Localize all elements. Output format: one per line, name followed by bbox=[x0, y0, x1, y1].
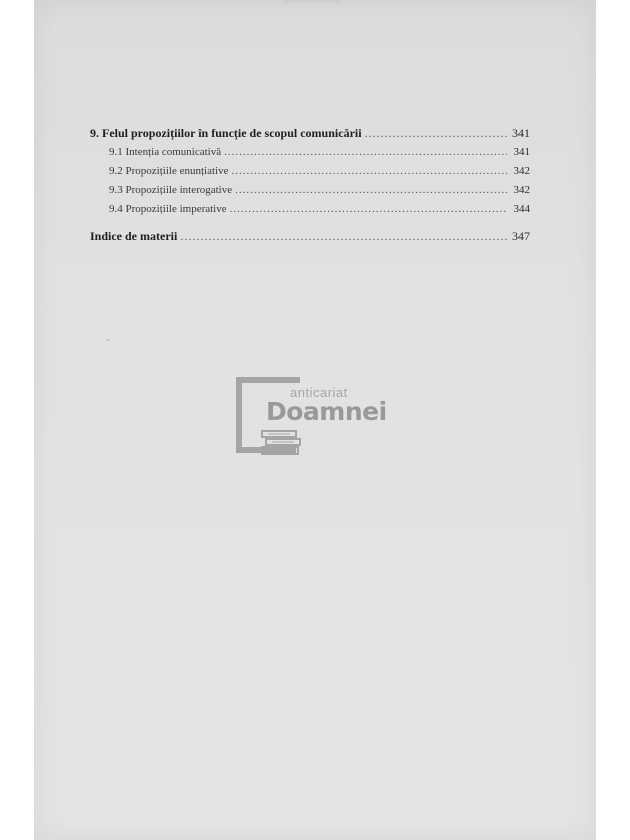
watermark-frame-edge bbox=[290, 377, 300, 383]
toc-item-title: 9.2 Propozițiile enunțiative bbox=[109, 165, 229, 177]
toc-chapter-page: 341 bbox=[512, 126, 530, 140]
toc-item-9-1 bbox=[90, 143, 530, 162]
toc-item-title: 9.1 Intenția comunicativă bbox=[109, 146, 222, 158]
toc-leader-dots bbox=[231, 162, 507, 181]
toc-item-title: 9.3 Propozițiile interogative bbox=[109, 184, 233, 196]
books-stack-icon bbox=[260, 429, 304, 457]
watermark-logo bbox=[236, 377, 406, 461]
paper-speck: ˇ bbox=[106, 340, 111, 350]
toc-item-page: 341 bbox=[513, 146, 530, 158]
toc-item-page: 344 bbox=[513, 203, 530, 215]
toc-leader-dots bbox=[224, 143, 507, 162]
toc-leader-dots bbox=[180, 227, 507, 246]
toc-item-title: 9.4 Propozițiile imperative bbox=[109, 203, 227, 215]
toc-index-title: Indice de materii bbox=[90, 229, 178, 243]
watermark-line1: anticariat bbox=[290, 385, 348, 400]
toc-chapter-9 bbox=[90, 124, 530, 143]
toc-item-9-2 bbox=[90, 162, 530, 181]
toc-leader-dots bbox=[235, 181, 507, 200]
toc-index-entry bbox=[90, 227, 530, 246]
toc-item-page: 342 bbox=[513, 165, 530, 177]
toc-chapter-title: 9. Felul propozițiilor în funcție de scopul comunicării bbox=[90, 126, 362, 140]
toc-leader-dots bbox=[230, 200, 507, 219]
page-top-edge bbox=[282, 0, 342, 3]
toc-item-page: 342 bbox=[513, 184, 530, 196]
watermark-line2: Doamnei bbox=[266, 397, 387, 426]
toc-leader-dots bbox=[365, 124, 507, 143]
toc-index-page: 347 bbox=[512, 229, 530, 243]
toc-item-9-4 bbox=[90, 200, 530, 219]
table-of-contents bbox=[90, 124, 530, 246]
toc-item-9-3 bbox=[90, 181, 530, 200]
